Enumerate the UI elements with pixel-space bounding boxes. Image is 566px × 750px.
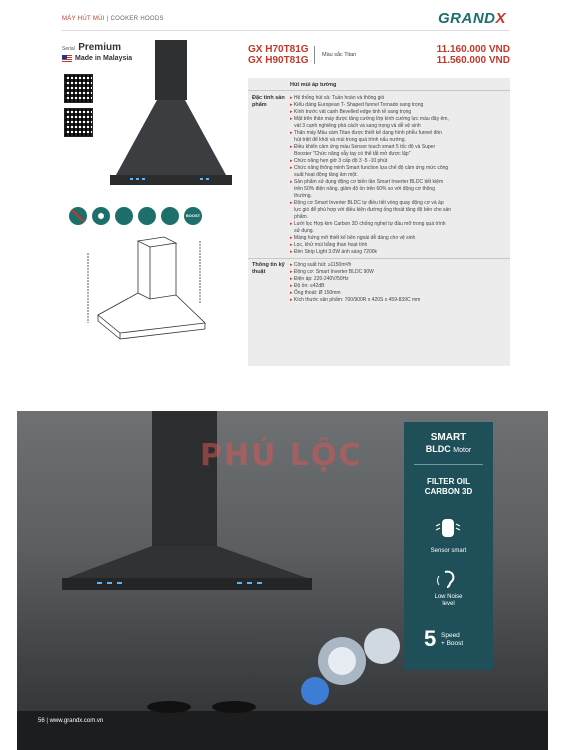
panel-motor-text: Motor [453, 447, 472, 454]
panel-speed-2: + Boost [441, 640, 464, 647]
bullet-icon: ▸ [290, 290, 294, 296]
feature-list [290, 95, 451, 256]
bullet-icon: ▸ [290, 95, 294, 101]
model-number: GX H70T81G [248, 44, 309, 55]
model-number: GX H90T81G [248, 55, 309, 66]
feature-icons [68, 205, 228, 227]
fan-icon [92, 207, 110, 225]
header-divider [62, 30, 510, 31]
spec-line-text: Đèn Strip Light 3.0W ánh sáng 7200k [293, 249, 378, 255]
footer [38, 718, 103, 724]
ear-noise-icon [436, 568, 462, 590]
bullet-icon: ▸ [290, 297, 294, 303]
spec-line [290, 200, 451, 207]
spec-line-text: Lưới lọc Hợp kim Carbon 3D chống nghẹt tự đầu mỡ trong quá trình [293, 221, 446, 227]
qr-code-icon [64, 74, 93, 103]
spec-line-text: Kích thước sản phẩm: 700/900R x 420S x 459-839C mm [293, 297, 421, 303]
spec-line [290, 221, 451, 228]
spec-line-text: Chức năng thông minh Smart function lựa chế độ cảm ứng mức công [293, 165, 449, 171]
price-list [420, 44, 510, 66]
spec-line [290, 283, 420, 290]
spec-line [290, 249, 451, 256]
spec-line-text: Màng hứng mỡ thiết kế bên ngoài dễ dàng cho vệ sinh [293, 235, 416, 241]
spec-line [290, 193, 451, 200]
spec-line [290, 207, 451, 214]
qr-code-icon [64, 108, 93, 137]
spec-line [290, 95, 451, 102]
spec-line-text: lực gió để phù hợp với điều kiện đường ống thoát tăng độ bền cho sản [294, 207, 452, 213]
brand-logo-part-b: X [495, 10, 507, 27]
bullet-icon: ▸ [290, 269, 294, 275]
badge-boost: BOOST [185, 213, 201, 218]
bullet-icon: ▸ [290, 221, 294, 227]
bullet-icon: ▸ [290, 283, 294, 289]
spec-line [290, 262, 420, 269]
spec-line [290, 228, 451, 235]
panel-sensor: Sensor smart [430, 548, 467, 554]
spec-line [290, 158, 451, 165]
features-label: Đặc tính sản phẩm [252, 95, 285, 108]
color-text: Màu sắc Titan [322, 52, 357, 58]
bullet-icon: ▸ [290, 249, 294, 255]
panel-filter-1: FILTER OIL [427, 477, 470, 486]
spec-line [290, 235, 451, 242]
header-category: MÁY HÚT MÙI | COOKER HOODS [62, 16, 164, 22]
category-vi: MÁY HÚT MÙI [62, 16, 105, 22]
footer-website: | www.grandx.com.vn [46, 718, 104, 724]
chimney [152, 411, 217, 551]
spec-line-text: Công suất hút: ≥1150m³/h [293, 262, 352, 268]
spec-line [290, 214, 451, 221]
series-name: Premium [78, 42, 121, 53]
burner-icon [147, 701, 191, 713]
spec-line [290, 242, 451, 249]
bullet-icon: ▸ [290, 235, 294, 241]
spec-line-text: trên 50% điện năng, giảm độ ồn trên 60% so với động cơ thông [294, 186, 435, 192]
panel-bldc [404, 444, 493, 454]
spec-line [290, 137, 451, 144]
price: 11.560.000 VND [436, 55, 510, 66]
spec-header: Hút mùi áp tường [290, 82, 337, 88]
bullet-icon: ▸ [290, 262, 294, 268]
spec-line-text: hút triệt để khói và mùi trong quá trình nấu nướng. [294, 137, 406, 143]
spec-line-text: Chức năng hẹn giờ 3 cấp độ 3 -5 -10 phút [293, 158, 388, 164]
spec-line [290, 109, 451, 116]
spec-line-text: Động cơ: Smart Inverter BLDC 90W [293, 269, 374, 275]
spec-line [290, 269, 420, 276]
bullet-icon: ▸ [290, 276, 294, 282]
spec-line-text: Kiểu dáng European T- Shaped funnel Tornado sang trọng [293, 102, 424, 108]
spec-line [290, 186, 451, 193]
watermark: PHÚ LỘC [200, 438, 363, 473]
hood-product-image [100, 40, 240, 200]
spec-line [290, 172, 451, 179]
spec-line [290, 102, 451, 109]
low-noise-icon [161, 207, 179, 225]
category-en: COOKER HOODS [110, 16, 164, 22]
spec-divider [248, 90, 510, 91]
bullet-icon: ▸ [290, 179, 294, 185]
malaysia-flag-icon [62, 55, 72, 62]
spec-divider [248, 258, 510, 259]
bullet-icon: ▸ [290, 130, 294, 136]
cooktop [17, 711, 548, 750]
bullet-icon: ▸ [290, 200, 294, 206]
panel-filter-2: CARBON 3D [424, 487, 473, 496]
specs-label: Thông tin kỹ thuật [252, 262, 285, 275]
hood-body [57, 546, 317, 606]
spec-line-text: Booster "Chức năng vẫy tay có thể tắt mở được lập" [294, 151, 411, 157]
spec-line [290, 276, 420, 283]
bullet-icon: ▸ [290, 158, 294, 164]
spec-line-text: Điện áp: 220-240V/50Hz [293, 276, 349, 282]
bldc-motor-icon [115, 207, 133, 225]
spec-line [290, 130, 451, 137]
spec-line [290, 144, 451, 151]
spec-line [290, 165, 451, 172]
brand-logo [438, 10, 506, 27]
bullet-icon: ▸ [290, 102, 294, 108]
burner-icon [212, 701, 256, 713]
dimension-drawing [80, 233, 230, 353]
spec-line-text: Mặt trên thân máy được tăng cường lớp kính cường lực màu đây êm, [293, 116, 449, 122]
panel-speed-1: Speed [441, 632, 460, 639]
panel-noise-2: level [442, 601, 455, 607]
spec-line [290, 179, 451, 186]
spec-line [290, 297, 420, 304]
spec-line-text: Động cơ Smart Inverter BLDC tự điều tiết vòng quay động cơ và áp [293, 200, 444, 206]
spec-line [290, 151, 451, 158]
spec-line-text: phẩm. [294, 214, 309, 220]
bullet-icon: ▸ [290, 144, 294, 150]
spec-line-text: thường. [294, 193, 312, 199]
spec-list [290, 262, 420, 304]
badge-bldc: BLDC [50, 213, 62, 218]
page-number: 56 [38, 718, 45, 724]
spec-line-text: sử dụng. [294, 228, 314, 234]
model-list [248, 44, 309, 66]
origin-text: Made in Malaysia [75, 55, 133, 62]
brand-logo-part-a: GRAND [438, 10, 496, 27]
bullet-icon: ▸ [290, 242, 294, 248]
series-label: Serial [62, 46, 75, 52]
panel-noise-1: Low Noise [434, 594, 463, 600]
spec-line-text: vát 3 cạnh nghiêng phá cách và sang trọng và dễ vệ sinh [294, 123, 421, 129]
spec-line [290, 123, 451, 130]
panel-speed-number: 5 [424, 626, 437, 651]
spec-line-text: Hệ thống hút xả: Tuần hoàn và thông gió [293, 95, 385, 101]
airflow-icon [138, 207, 156, 225]
spec-line-text: Kính trước vát cạnh Bevelled edge tinh tế sang trọng [293, 109, 412, 115]
bullet-icon: ▸ [290, 116, 294, 122]
model-divider [314, 46, 315, 64]
spec-line-text: Lọc, khử mùi bằng than hoạt tính [293, 242, 368, 248]
hand-wave-icon [433, 513, 463, 543]
spec-line [290, 290, 420, 297]
spec-line-text: Độ ồn: ≤42dB [293, 283, 325, 289]
spec-line-text: Ống thoát: Ø 150mm [293, 290, 341, 296]
spec-line-text: Điều khiển cảm ứng màu Sensor touch smart 5 tốc độ và Super [293, 144, 436, 150]
panel-bldc-text: BLDC [425, 444, 451, 454]
spec-line-text: Sản phẩm sử dụng động cơ biến tần Smart Inverter BLDC tiết kiệm [293, 179, 444, 185]
spec-line-text: suất hoạt động tăng âm một. [294, 172, 358, 178]
bullet-icon: ▸ [290, 109, 294, 115]
panel-divider [414, 464, 483, 465]
price: 11.160.000 VND [436, 44, 510, 55]
panel-smart: SMART [430, 432, 467, 443]
no-smoke-icon [69, 207, 87, 225]
spec-line [290, 116, 451, 123]
spec-line-text: Thân máy Màu xám Titan được thiết kế dạng hình phễu funnel đón [293, 130, 442, 136]
bullet-icon: ▸ [290, 165, 294, 171]
